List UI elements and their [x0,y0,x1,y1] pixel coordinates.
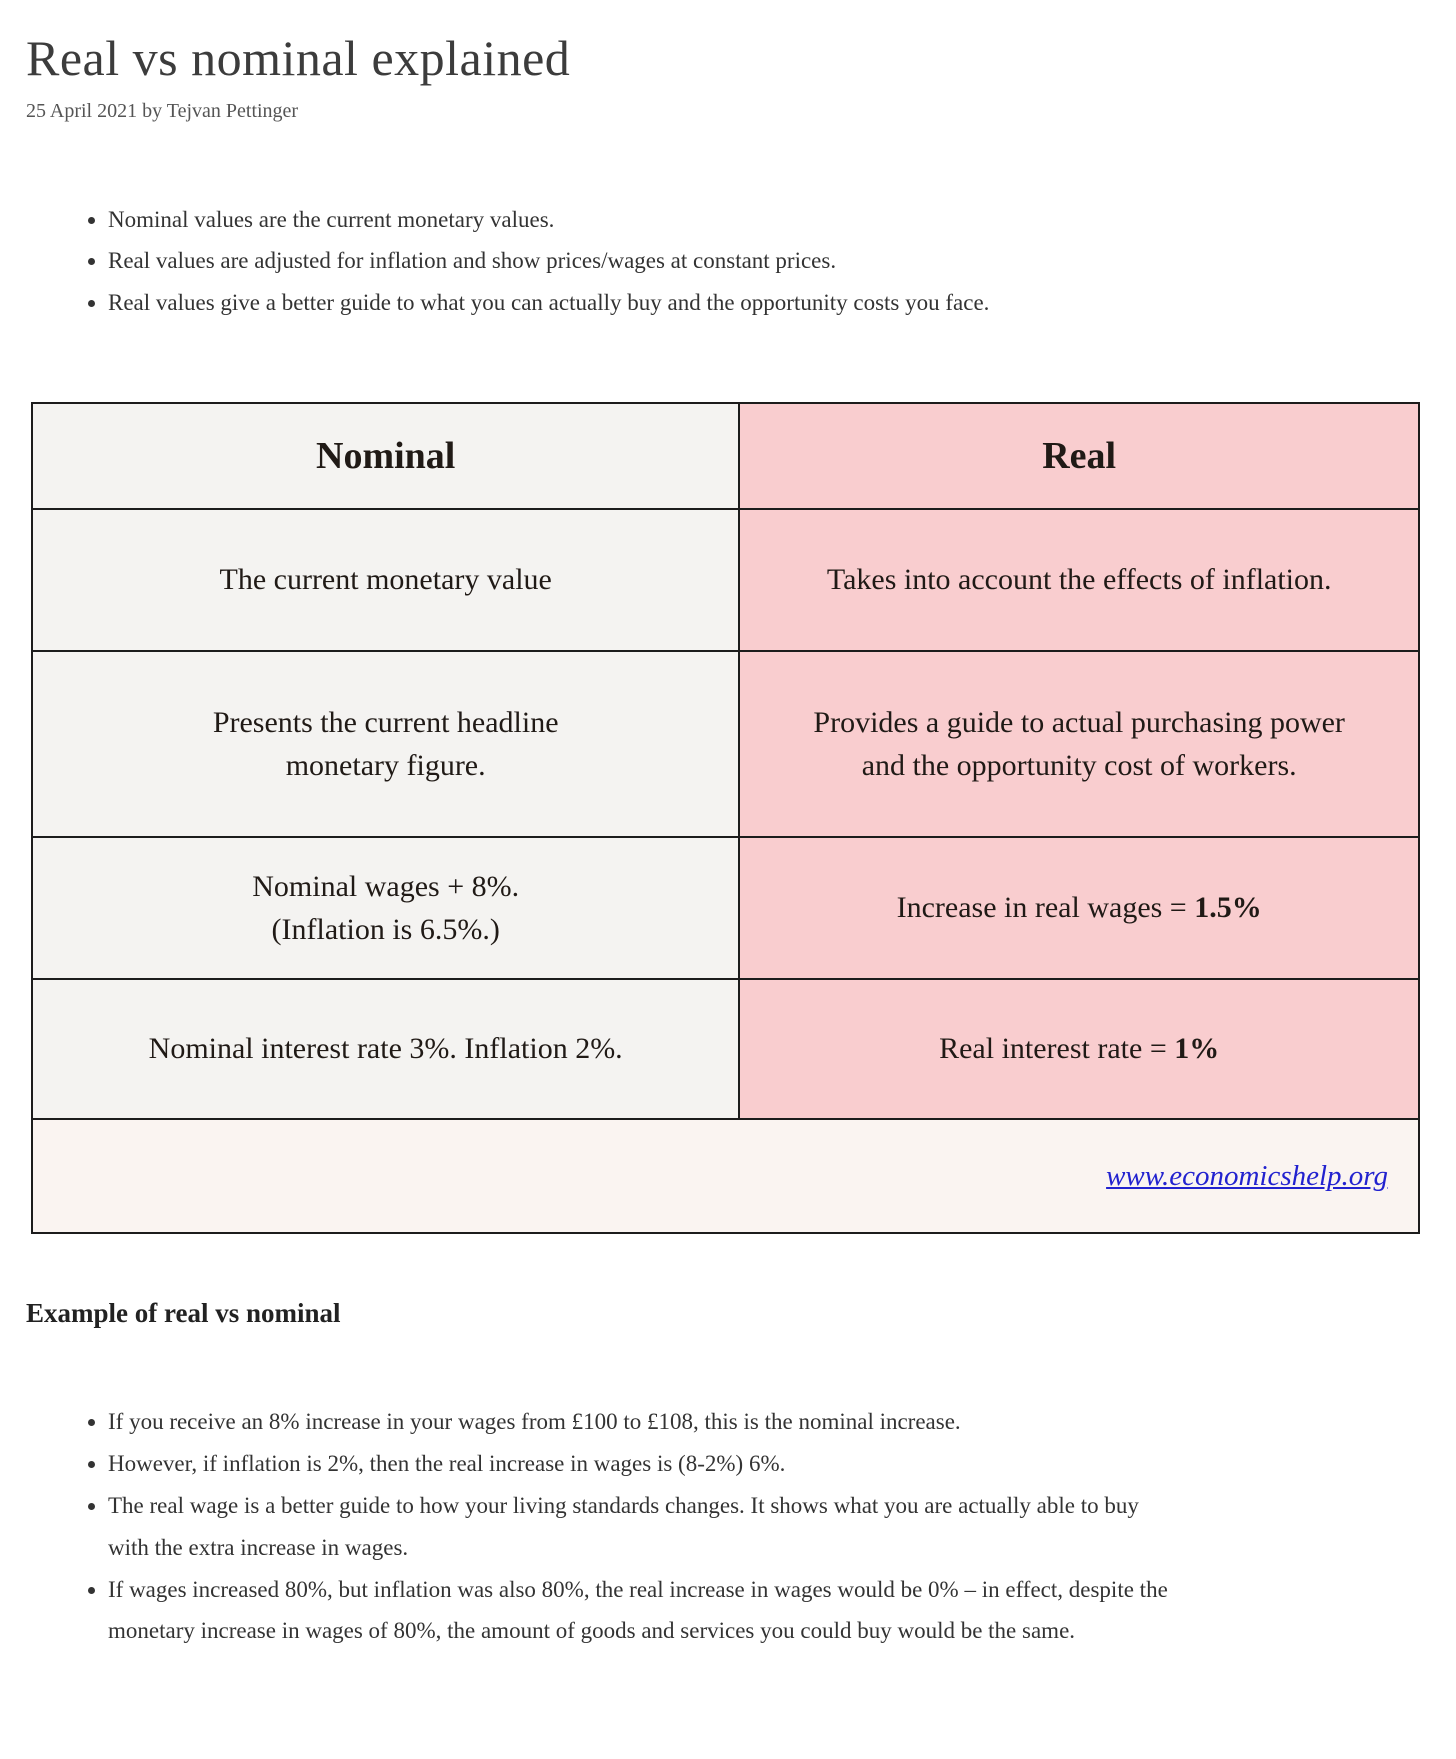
cell-text: Takes into account the effects of inflation. [826,563,1332,597]
example-bullet-list [26,1401,1178,1652]
cell-text: The current monetary value [219,563,552,597]
real-cell [739,651,1419,837]
cell-text: Provides a guide to actual purchasing power and the opportunity cost of workers. [813,705,1345,783]
table-row [32,979,1419,1119]
cell-text: Presents the current headline monetary figure. [212,705,559,783]
list-item: • Real values are adjusted for inflation and show prices/wages at constant prices. [108,240,1178,282]
economicshelp-link[interactable]: www.economicshelp.org [1106,1159,1388,1192]
cell-text: Increase in real wages = 1.5% [896,891,1262,925]
list-item: • If you receive an 8% increase in your wages from £100 to £108, this is the nominal increase. [108,1401,1178,1443]
example-section-heading: Example of real vs nominal [26,1298,341,1329]
list-item: • However, if inflation is 2%, then the real increase in wages is (8-2%) 6%. [108,1443,1178,1485]
table-footer-row [32,1119,1419,1233]
cell-text: Nominal interest rate 3%. Inflation 2%. [148,1032,623,1066]
nominal-cell [32,651,739,837]
header-cell-nominal: Nominal [32,403,739,509]
real-cell [739,509,1419,651]
list-item: • If wages increased 80%, but inflation was also 80%, the real increase in wages would be 0% – in effect, despite the monetary increase in wages of 80%, the amount of goods and services you could buy would be the same. [108,1569,1178,1653]
nominal-cell [32,837,739,979]
real-cell [739,979,1419,1119]
list-item: • Real values give a better guide to what you can actually buy and the opportunity costs you face. [108,282,1178,324]
table-row [32,837,1419,979]
nominal-vs-real-table [31,402,1420,1234]
bold-value: 1% [1174,1032,1220,1066]
header-cell-real: Real [739,403,1419,509]
table-row [32,651,1419,837]
byline: 25 April 2021 by Tejvan Pettinger [26,99,299,122]
nominal-cell [32,509,739,651]
nominal-cell [32,979,739,1119]
real-cell [739,837,1419,979]
list-item: • Nominal values are the current monetary values. [108,199,1178,241]
intro-bullet-list [26,199,1178,325]
list-item: • The real wage is a better guide to how your living standards changes. It shows what you are actually able to buy with the extra increase in wages. [108,1485,1178,1569]
table-row [32,509,1419,651]
page-title: Real vs nominal explained [26,30,571,86]
footer-cell [32,1119,1419,1233]
cell-text: Nominal wages + 8%. (Inflation is 6.5%.) [252,869,520,947]
cell-text: Real interest rate = 1% [939,1032,1220,1066]
table-header-row [32,403,1419,509]
bold-value: 1.5% [1194,891,1262,925]
